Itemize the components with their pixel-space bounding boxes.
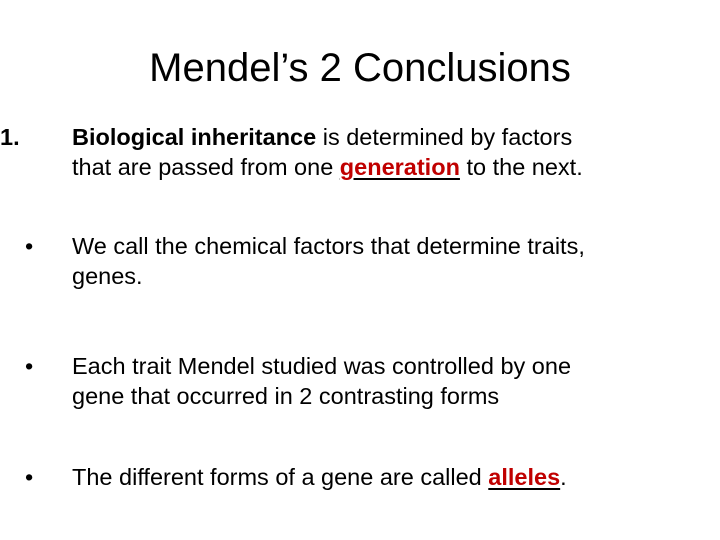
bullet-icon: • [25, 464, 34, 490]
item-text [72, 231, 712, 291]
item-line: We call the chemical factors that determine traits, [72, 233, 585, 259]
slide-title: Mendel’s 2 Conclusions [149, 46, 571, 90]
highlighted-term: generation [339, 154, 460, 180]
bullet-icon: • [25, 233, 34, 259]
text-segment: . [560, 464, 567, 490]
item-line: gene that occurred in 2 contrasting forms [72, 383, 500, 409]
item-text [72, 351, 712, 411]
item-line [72, 462, 712, 492]
item-line: Each trait Mendel studied was controlled by one [72, 353, 572, 379]
item-text [72, 462, 712, 492]
bullet-icon: • [25, 353, 34, 379]
item-line: genes. [72, 263, 143, 289]
text-segment: The different forms of a gene are called [72, 464, 489, 490]
text-segment: is determined by factors [316, 124, 573, 150]
item-line [72, 152, 712, 182]
text-segment: to the next. [459, 154, 583, 180]
highlighted-term: alleles [488, 464, 561, 490]
text-segment: that are passed from one [72, 154, 340, 180]
item-line [72, 122, 712, 152]
bold-term: Biological inheritance [72, 124, 317, 150]
item-text [72, 122, 712, 182]
item-number: 1. [0, 124, 20, 150]
